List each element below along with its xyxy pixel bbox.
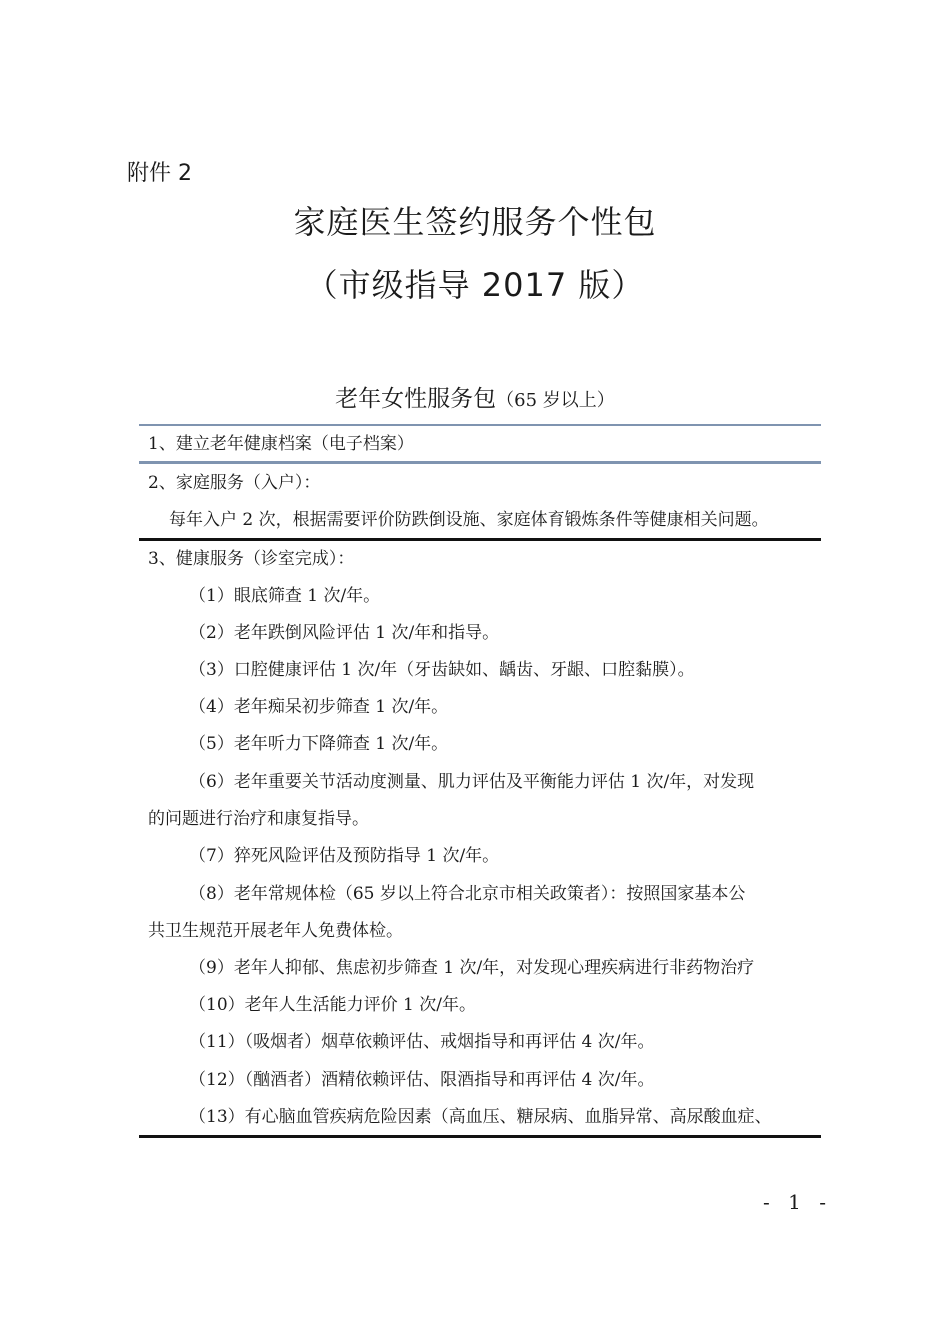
list-item: （12）（酗酒者）酒精依赖评估、限酒指导和再评估 4 次/年。 (189, 1070, 655, 1090)
section-2-detail: 每年入户 2 次，根据需要评价防跌倒设施、家庭体育锻炼条件等健康相关问题。 (169, 510, 769, 530)
list-item-continuation: 共卫生规范开展老年人免费体检。 (148, 921, 403, 941)
section-divider-2 (139, 538, 821, 541)
package-title-note: （65 岁以上） (496, 390, 615, 411)
attachment-label: 附件 2 (127, 161, 192, 186)
list-item: （13）有心脑血管疾病危险因素（高血压、糖尿病、血脂异常、高尿酸血症、 (189, 1107, 772, 1127)
list-item: （9）老年人抑郁、焦虑初步筛查 1 次/年，对发现心理疾病进行非药物治疗 (189, 958, 755, 978)
list-item: （5）老年听力下降筛查 1 次/年。 (189, 734, 449, 754)
section-2-text: 2、家庭服务（入户）： (148, 473, 321, 493)
list-item: （8）老年常规体检（65 岁以上符合北京市相关政策者）：按照国家基本公 (189, 884, 746, 904)
list-item: （6）老年重要关节活动度测量、肌力评估及平衡能力评估 1 次/年，对发现 (189, 772, 755, 792)
table-bottom-rule (139, 1135, 821, 1138)
list-item: （3）口腔健康评估 1 次/年（牙齿缺如、龋齿、牙龈、口腔黏膜）。 (189, 660, 695, 680)
package-title (0, 380, 950, 413)
table-top-rule (139, 424, 821, 426)
package-title-main: 老年女性服务包 (335, 386, 497, 412)
document-title: 家庭医生签约服务个性包 (293, 203, 657, 241)
list-item: （7）猝死风险评估及预防指导 1 次/年。 (189, 846, 500, 866)
section-divider-1 (139, 461, 821, 464)
document-subtitle: （市级指导 2017 版） (305, 266, 645, 304)
list-item: （1）眼底筛查 1 次/年。 (189, 586, 381, 606)
list-item: （2）老年跌倒风险评估 1 次/年和指导。 (189, 623, 500, 643)
list-item-continuation: 的问题进行治疗和康复指导。 (148, 809, 369, 829)
page-number: - 1 - (763, 1190, 832, 1214)
section-3-text: 3、健康服务（诊室完成）： (148, 549, 355, 569)
section-1-text: 1、建立老年健康档案（电子档案） (148, 434, 414, 454)
list-item: （10）老年人生活能力评价 1 次/年。 (189, 995, 476, 1015)
list-item: （4）老年痴呆初步筛查 1 次/年。 (189, 697, 449, 717)
list-item: （11）（吸烟者）烟草依赖评估、戒烟指导和再评估 4 次/年。 (189, 1032, 655, 1052)
